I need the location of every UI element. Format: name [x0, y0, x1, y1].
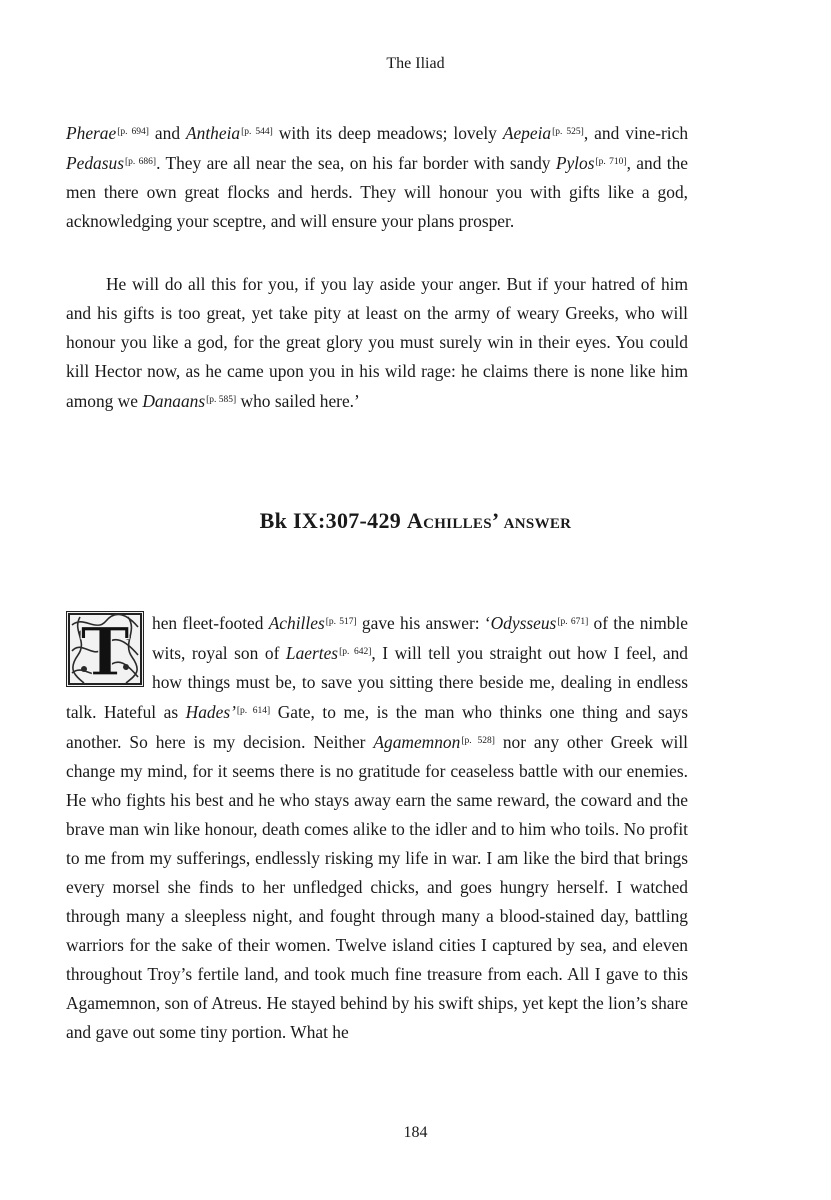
page-ref-link[interactable]: [p. 585]: [206, 395, 237, 405]
dropcap-letter-icon: [66, 611, 144, 687]
name-odysseus: Odysseus: [490, 613, 557, 633]
paragraph-2: [66, 270, 688, 416]
name-aepeia: Aepeia: [502, 123, 552, 143]
section-heading: [0, 508, 831, 534]
page-ref-link[interactable]: [p. 525]: [552, 127, 584, 137]
page-ref-link[interactable]: [p. 671]: [557, 617, 589, 627]
heading-title: Achilles’ answer: [406, 508, 572, 533]
text-run: of the nimble wits, royal son of: [152, 613, 689, 663]
text-run: gave his answer: ‘: [356, 613, 491, 633]
page-ref-link[interactable]: [p. 614]: [236, 706, 271, 716]
text-run: , and the men there own great flocks and herds. They will honour you with gifts like a god, acknowledging your sceptre, and will ensure your plans prosper.: [66, 153, 689, 231]
name-pedasus: Pedasus: [66, 153, 124, 173]
page-ref-link[interactable]: [p. 686]: [124, 157, 157, 167]
page-ref-link[interactable]: [p. 642]: [339, 647, 372, 657]
paragraph-3: [66, 608, 688, 1047]
text-run: who sailed here.’: [236, 391, 360, 411]
text-run: nor any other Greek will change my mind, for it seems there is no gratitude for ceaseless battle with our enemies. He who fights his best and he who stays away earn the same reward, the coward and the brave man win like honour, death comes alike to the idler and to him who toils. No profit to me from my sufferings, endlessly risking my life in war. I am like the bird that brings every morsel she finds to her unfledged chicks, and goes hungry herself. I watched through many a sleepless night, and fought through many a blood-stained day, battling warriors for the sake of their women. Twelve island cities I captured by sea, and eleven throughout Troy’s fertile land, and took much fine treasure from each. All I gave to this Agamemnon, son of Atreus. He stayed behind by his swift ships, yet kept the lion’s share and gave out some tiny portion. What he: [66, 732, 688, 1042]
name-laertes: Laertes: [285, 643, 339, 663]
text-run: He will do all this for you, if you lay aside your anger. But if your hatred of him and his gifts is too great, yet take pity at least on the army of weary Greeks, who will honour you like a god, for the great glory you must surely win in their eyes. You could kill Hector now, as he came upon you in his wild rage: he claims there is none like him among we: [66, 274, 688, 411]
running-head: The Iliad: [386, 55, 445, 72]
paragraph-1: [66, 118, 688, 236]
heading-prefix: Bk IX:307-429: [259, 508, 407, 533]
page-ref-link[interactable]: [p. 694]: [117, 127, 149, 137]
text-run: , and vine-rich: [583, 123, 689, 143]
name-pylos: Pylos: [555, 153, 595, 173]
text-run: Gate, to me, is the man who thinks one thing and says another. So here is my decision. Neither: [66, 702, 688, 752]
page-number: 184: [403, 1124, 428, 1141]
name-hades: Hades’: [185, 702, 236, 722]
page-ref-link[interactable]: [p. 517]: [325, 617, 357, 627]
text-run: . They are all near the sea, on his far border with sandy: [156, 153, 556, 173]
text-run: , I will tell you straight out how I feel, and how things must be, to save you sitting there beside me, dealing in endless talk. Hateful as: [66, 643, 688, 722]
text-run: hen fleet-footed: [152, 613, 269, 633]
text-run: and: [148, 123, 187, 143]
page-ref-link[interactable]: [p. 544]: [241, 127, 273, 137]
name-achilles: Achilles: [268, 613, 325, 633]
dropcap-text: T: [80, 613, 130, 687]
page-ref-link[interactable]: [p. 710]: [595, 157, 627, 167]
name-pherae: Pherae: [66, 123, 117, 143]
page-ref-link[interactable]: [p. 528]: [461, 736, 495, 746]
name-danaans: Danaans: [142, 391, 206, 411]
name-agamemnon: Agamemnon: [373, 732, 461, 752]
text-run: with its deep meadows; lovely: [272, 123, 503, 143]
name-antheia: Antheia: [186, 123, 241, 143]
